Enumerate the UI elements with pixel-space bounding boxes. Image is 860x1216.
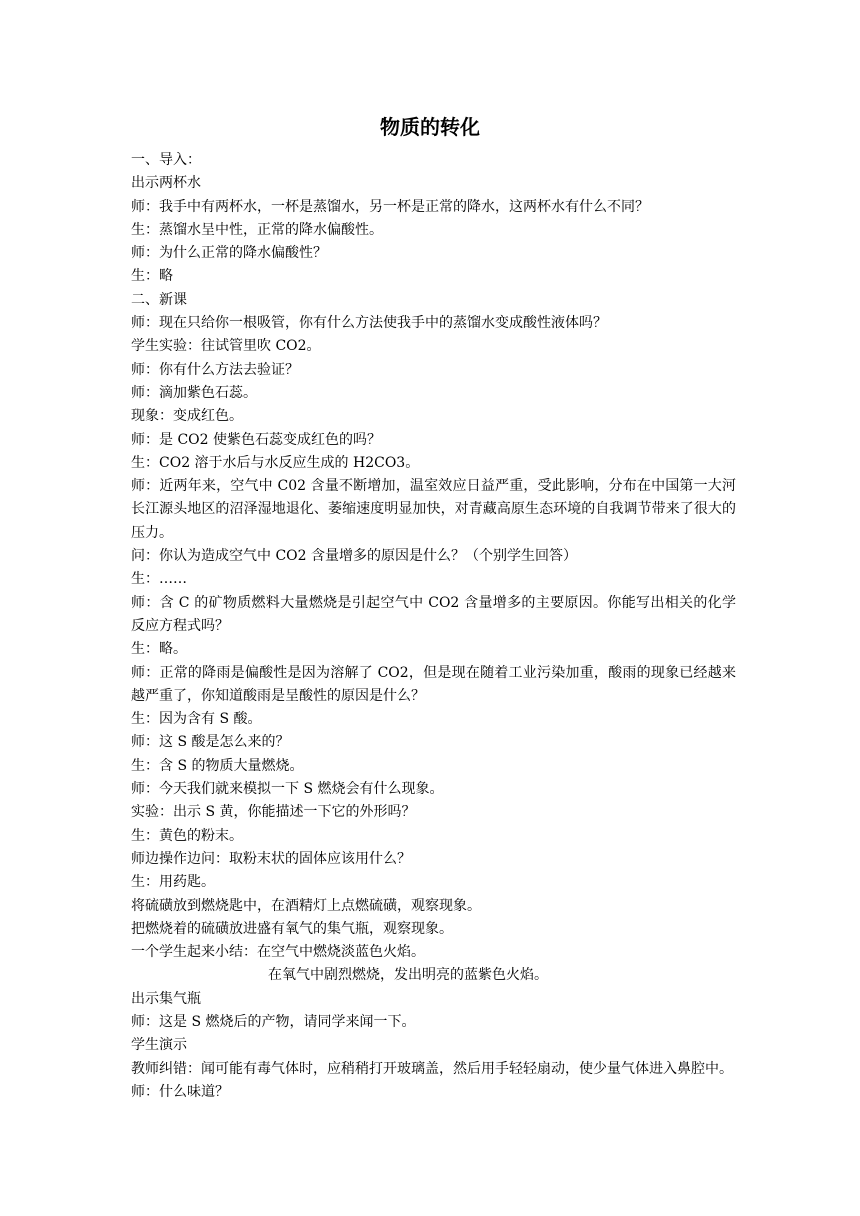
- text-line: 生：因为含有 S 酸。: [131, 711, 262, 728]
- text-line: 师：我手中有两杯水，一杯是蒸馏水，另一杯是正常的降水，这两杯水有什么不同？: [131, 198, 649, 215]
- text-line: 师：现在只给你一根吸管，你有什么方法使我手中的蒸馏水变成酸性液体吗？: [131, 315, 607, 332]
- text-line: 师：这是 S 燃烧后的产物，请同学来闻一下。: [131, 1013, 416, 1030]
- text-line: 生：含 S 的物质大量燃烧。: [131, 757, 304, 774]
- text-line: 一个学生起来小结：在空气中燃烧淡蓝色火焰。: [131, 944, 425, 961]
- text-line: 师：你有什么方法去验证？: [131, 361, 299, 378]
- text-line: 师：这 S 酸是怎么来的？: [131, 734, 290, 751]
- text-line: 问：你认为造成空气中 CO2 含量增多的原因是什么？（个别学生回答）: [131, 548, 577, 565]
- text-paragraph: 师：含 C 的矿物质燃料大量燃烧是引起空气中 CO2 含量增多的主要原因。你能写出相关的化学反应方程式吗？: [131, 594, 736, 634]
- text-line: 学生实验：往试管里吹 CO2。: [131, 338, 321, 355]
- text-line: 生：黄色的粉末。: [131, 827, 243, 844]
- text-line: 师：今天我们就来模拟一下 S 燃烧会有什么现象。: [131, 781, 444, 798]
- text-line: 生：蒸馏水呈中性，正常的降水偏酸性。: [131, 221, 383, 238]
- text-line: 师：什么味道？: [131, 1083, 229, 1100]
- text-line: 二、新课: [131, 291, 187, 308]
- text-line: 生：略: [131, 268, 173, 285]
- text-paragraph: 师：近两年来，空气中 C02 含量不断增加，温室效应日益严重，受此影响，分布在中国第一大河长江源头地区的沼泽湿地退化、萎缩速度明显加快，对青藏高原生态环境的自我调节带来了很大的压力。: [131, 478, 736, 541]
- text-line: 师：是 CO2 使紫色石蕊变成红色的吗？: [131, 431, 381, 448]
- text-line: 生：略。: [131, 641, 187, 658]
- text-line: 实验：出示 S 黄，你能描述一下它的外形吗？: [131, 804, 416, 821]
- text-line: 一、导入：: [131, 152, 201, 168]
- text-line: 师：为什么正常的降水偏酸性？: [131, 245, 327, 262]
- text-line: 出示两杯水: [131, 175, 201, 192]
- text-line: 出示集气瓶: [131, 990, 201, 1007]
- document-body: [131, 149, 736, 1104]
- text-line: 生：……: [131, 571, 187, 588]
- text-line: 现象：变成红色。: [131, 408, 243, 425]
- text-paragraph: 教师纠错：闻可能有毒气体时，应稍稍打开玻璃盖，然后用手轻轻扇动，使少量气体进入鼻腔中。: [131, 1060, 733, 1077]
- text-line: 生：CO2 溶于水后与水反应生成的 H2CO3。: [131, 454, 420, 471]
- text-paragraph: 师：正常的降雨是偏酸性是因为溶解了 CO2，但是现在随着工业污染加重，酸雨的现象已经越来越严重了，你知道酸雨是呈酸性的原因是什么？: [131, 664, 736, 704]
- text-line-indented: 在氧气中剧烈燃烧，发出明亮的蓝紫色火焰。: [268, 967, 548, 984]
- text-line: 学生演示: [131, 1037, 187, 1054]
- text-line: 生：用药匙。: [131, 874, 215, 891]
- text-line: 师边操作边问：取粉末状的固体应该用什么？: [131, 850, 411, 867]
- document-title: 物质的转化: [380, 115, 480, 139]
- text-line: 把燃烧着的硫磺放进盛有氧气的集气瓶，观察现象。: [131, 920, 453, 937]
- text-line: 将硫磺放到燃烧匙中，在酒精灯上点燃硫磺，观察现象。: [131, 897, 481, 914]
- text-line: 师：滴加紫色石蕊。: [131, 384, 257, 401]
